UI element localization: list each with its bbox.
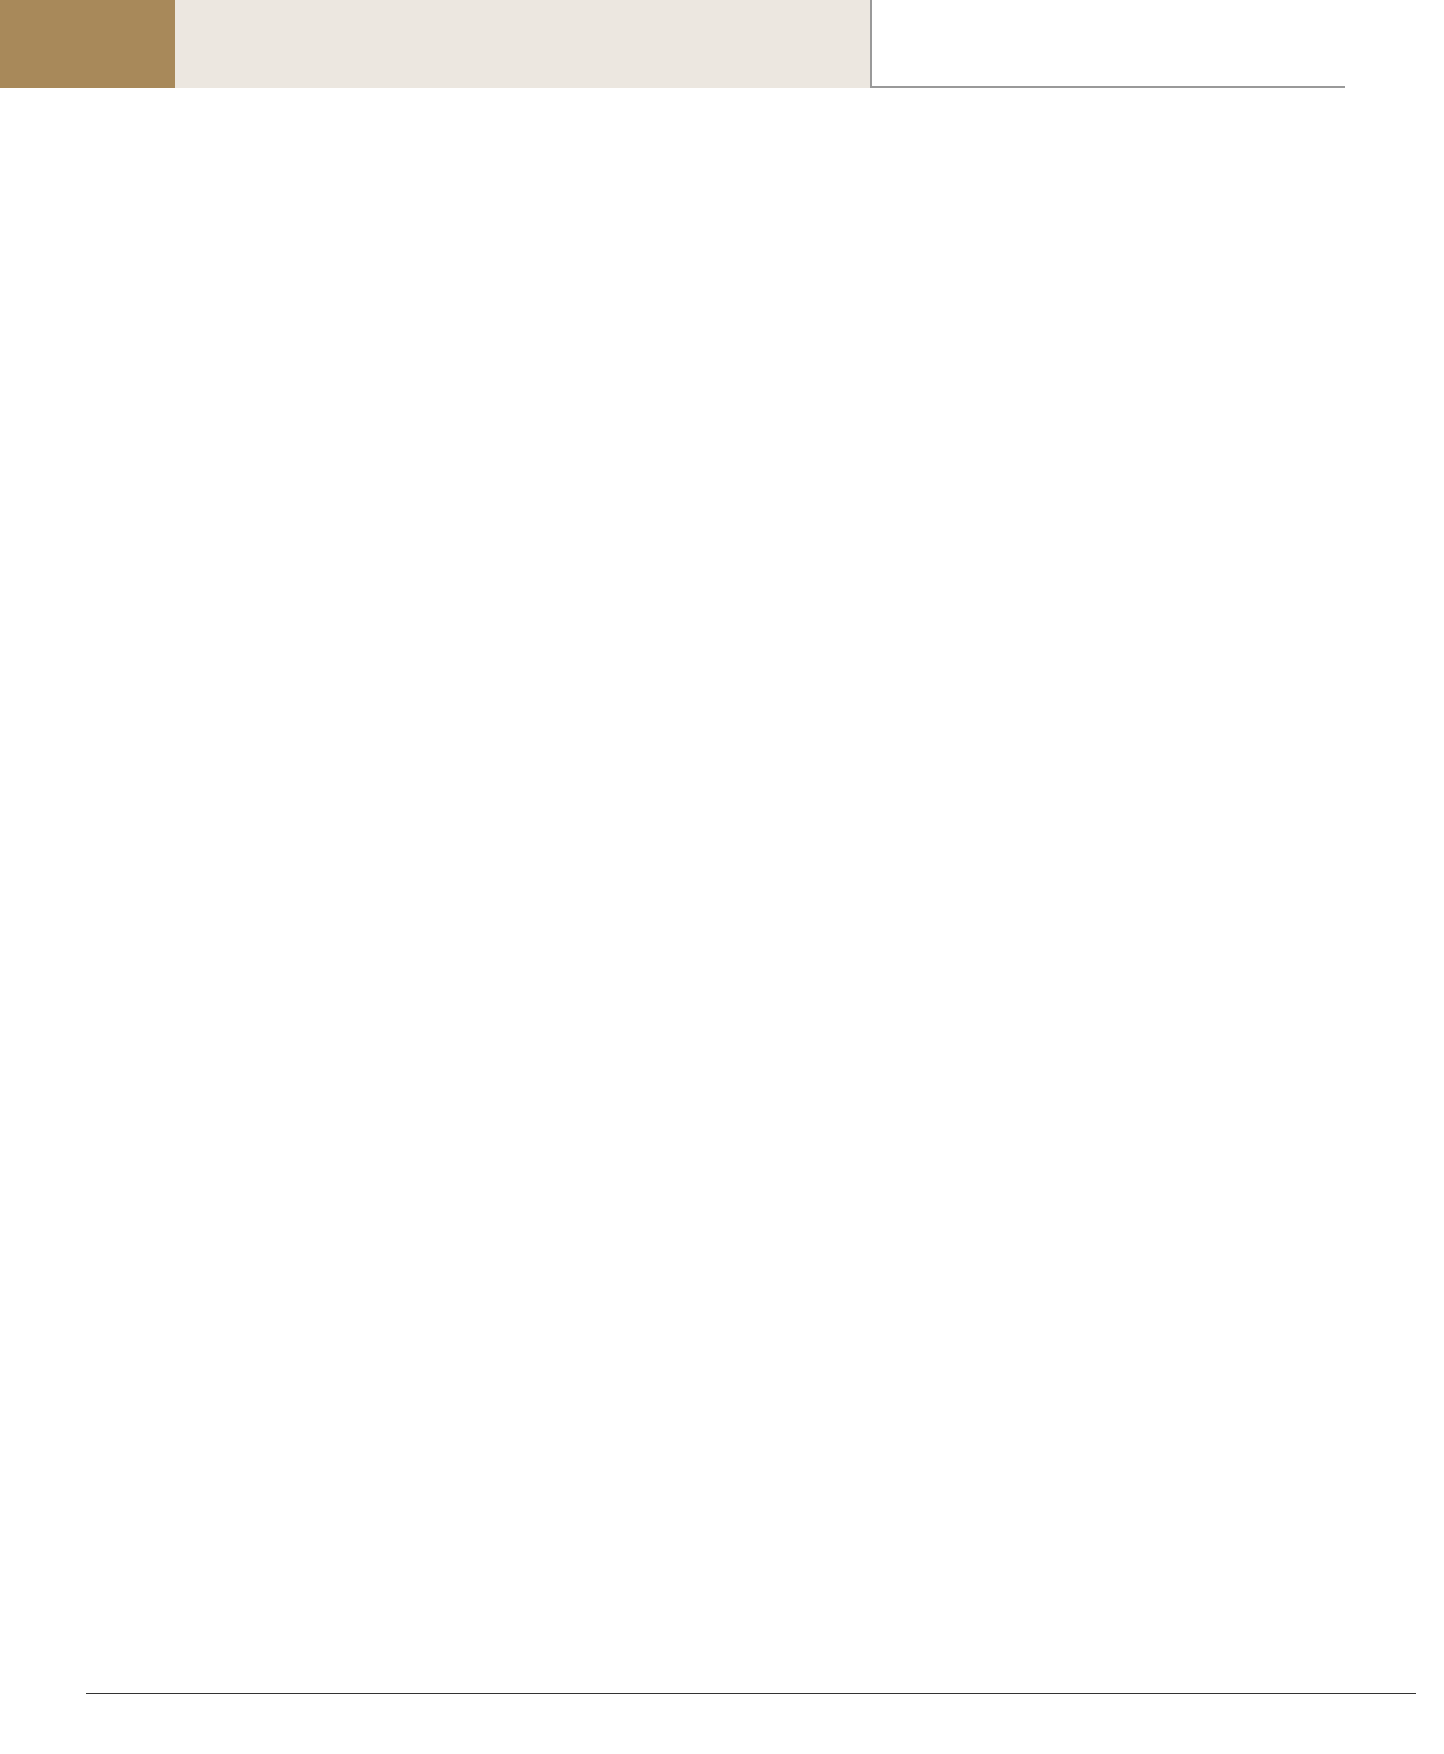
header-bar (175, 0, 870, 88)
page-number (0, 0, 175, 88)
spec-fan-plate (105, 1070, 131, 1074)
spec-round-plate (600, 1070, 626, 1074)
spec-square-plate (865, 1070, 891, 1074)
order-note (870, 0, 1345, 88)
footer-note (215, 1700, 227, 1717)
divider (86, 1693, 1416, 1694)
